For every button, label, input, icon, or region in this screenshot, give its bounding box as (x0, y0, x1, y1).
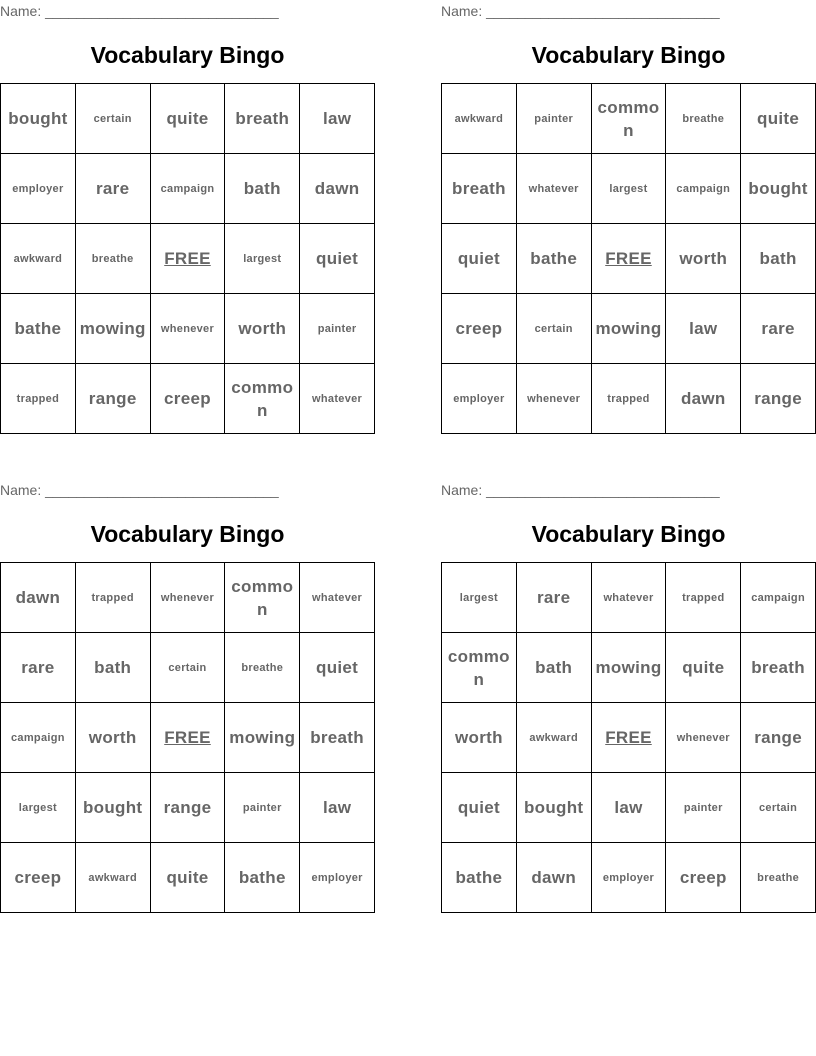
grid-cell: breathe (666, 84, 741, 154)
grid-cell: painter (300, 294, 375, 364)
grid-cell: quiet (300, 224, 375, 294)
grid-cell: certain (516, 294, 591, 364)
grid-cell: quiet (442, 773, 517, 843)
grid-row (1, 633, 375, 703)
name-field: Name: ______________________________ (0, 482, 279, 498)
grid-cell: employer (1, 154, 76, 224)
grid-cell: trapped (591, 364, 666, 434)
grid-cell: bought (741, 154, 816, 224)
grid-cell: worth (75, 703, 150, 773)
grid-cell: bathe (1, 294, 76, 364)
grid-cell: creep (1, 843, 76, 913)
grid-cell: campaign (150, 154, 225, 224)
grid-cell: breathe (225, 633, 300, 703)
grid-cell: quite (666, 633, 741, 703)
grid-cell: trapped (666, 563, 741, 633)
grid-row (442, 364, 816, 434)
grid-row (442, 84, 816, 154)
bingo-card-2 (441, 0, 816, 434)
grid-cell: bought (1, 84, 76, 154)
grid-cell: range (741, 364, 816, 434)
grid-cell: employer (300, 843, 375, 913)
grid-cell: painter (225, 773, 300, 843)
grid-cell: quiet (300, 633, 375, 703)
grid-cell: trapped (75, 563, 150, 633)
name-field: Name: ______________________________ (441, 482, 720, 498)
grid-cell: dawn (1, 563, 76, 633)
bingo-grid (0, 562, 375, 913)
grid-row (1, 364, 375, 434)
card-title: Vocabulary Bingo (531, 42, 726, 68)
grid-cell: campaign (1, 703, 76, 773)
grid-cell: quite (150, 84, 225, 154)
bingo-grid (441, 562, 816, 913)
grid-cell: trapped (1, 364, 76, 434)
grid-cell: bought (75, 773, 150, 843)
grid-cell: breath (741, 633, 816, 703)
grid-cell: quite (741, 84, 816, 154)
grid-cell: dawn (666, 364, 741, 434)
grid-cell: worth (666, 224, 741, 294)
grid-cell: common (442, 633, 517, 703)
grid-cell: quiet (442, 224, 517, 294)
grid-cell: common (591, 84, 666, 154)
grid-cell: dawn (300, 154, 375, 224)
grid-cell: quite (150, 843, 225, 913)
grid-cell: common (225, 563, 300, 633)
grid-cell: largest (1, 773, 76, 843)
grid-cell: awkward (516, 703, 591, 773)
grid-cell: awkward (442, 84, 517, 154)
bingo-grid (441, 83, 816, 434)
bingo-card-1 (0, 0, 375, 434)
grid-cell: whenever (150, 563, 225, 633)
grid-cell: mowing (75, 294, 150, 364)
grid-cell: dawn (516, 843, 591, 913)
grid-cell: painter (666, 773, 741, 843)
grid-cell: law (300, 84, 375, 154)
grid-cell: mowing (591, 294, 666, 364)
grid-cell: creep (150, 364, 225, 434)
grid-cell: bathe (442, 843, 517, 913)
grid-cell: bathe (516, 224, 591, 294)
free-cell: FREE (150, 224, 225, 294)
grid-cell: campaign (741, 563, 816, 633)
grid-cell: rare (1, 633, 76, 703)
grid-cell: breathe (75, 224, 150, 294)
grid-cell: creep (666, 843, 741, 913)
grid-row (1, 294, 375, 364)
grid-cell: whenever (516, 364, 591, 434)
grid-cell: breath (442, 154, 517, 224)
card-title: Vocabulary Bingo (90, 42, 285, 68)
grid-row (442, 294, 816, 364)
name-field: Name: ______________________________ (0, 3, 279, 19)
grid-row (1, 843, 375, 913)
grid-cell: employer (442, 364, 517, 434)
grid-row (1, 84, 375, 154)
grid-cell: bath (225, 154, 300, 224)
card-title: Vocabulary Bingo (531, 521, 726, 547)
grid-cell: range (75, 364, 150, 434)
grid-cell: bath (75, 633, 150, 703)
grid-row (1, 563, 375, 633)
grid-row (442, 563, 816, 633)
name-field: Name: ______________________________ (441, 3, 720, 19)
grid-row (442, 154, 816, 224)
free-cell: FREE (150, 703, 225, 773)
free-cell: FREE (591, 703, 666, 773)
grid-row (1, 154, 375, 224)
grid-cell: common (225, 364, 300, 434)
bingo-card-4 (441, 479, 816, 913)
grid-cell: whenever (150, 294, 225, 364)
grid-cell: awkward (75, 843, 150, 913)
grid-cell: bought (516, 773, 591, 843)
grid-cell: creep (442, 294, 517, 364)
grid-cell: certain (741, 773, 816, 843)
grid-cell: law (300, 773, 375, 843)
grid-cell: bathe (225, 843, 300, 913)
grid-row (442, 773, 816, 843)
grid-row (442, 633, 816, 703)
grid-row (442, 224, 816, 294)
grid-cell: awkward (1, 224, 76, 294)
grid-cell: rare (516, 563, 591, 633)
grid-cell: largest (442, 563, 517, 633)
grid-cell: certain (75, 84, 150, 154)
grid-cell: whatever (591, 563, 666, 633)
grid-cell: worth (442, 703, 517, 773)
grid-cell: bath (516, 633, 591, 703)
grid-cell: breath (300, 703, 375, 773)
bingo-grid (0, 83, 375, 434)
grid-cell: worth (225, 294, 300, 364)
bingo-card-3 (0, 479, 375, 913)
grid-cell: range (741, 703, 816, 773)
grid-cell: breathe (741, 843, 816, 913)
grid-cell: mowing (591, 633, 666, 703)
grid-cell: rare (741, 294, 816, 364)
grid-cell: certain (150, 633, 225, 703)
grid-cell: largest (591, 154, 666, 224)
grid-cell: law (591, 773, 666, 843)
grid-cell: largest (225, 224, 300, 294)
grid-row (442, 843, 816, 913)
grid-row (1, 224, 375, 294)
free-cell: FREE (591, 224, 666, 294)
grid-cell: range (150, 773, 225, 843)
grid-cell: rare (75, 154, 150, 224)
grid-cell: employer (591, 843, 666, 913)
grid-row (1, 773, 375, 843)
grid-cell: campaign (666, 154, 741, 224)
grid-cell: whatever (300, 563, 375, 633)
grid-cell: mowing (225, 703, 300, 773)
card-title: Vocabulary Bingo (90, 521, 285, 547)
grid-cell: whenever (666, 703, 741, 773)
grid-cell: bath (741, 224, 816, 294)
grid-cell: whatever (300, 364, 375, 434)
grid-cell: whatever (516, 154, 591, 224)
grid-cell: law (666, 294, 741, 364)
grid-cell: painter (516, 84, 591, 154)
grid-cell: breath (225, 84, 300, 154)
grid-row (442, 703, 816, 773)
grid-row (1, 703, 375, 773)
